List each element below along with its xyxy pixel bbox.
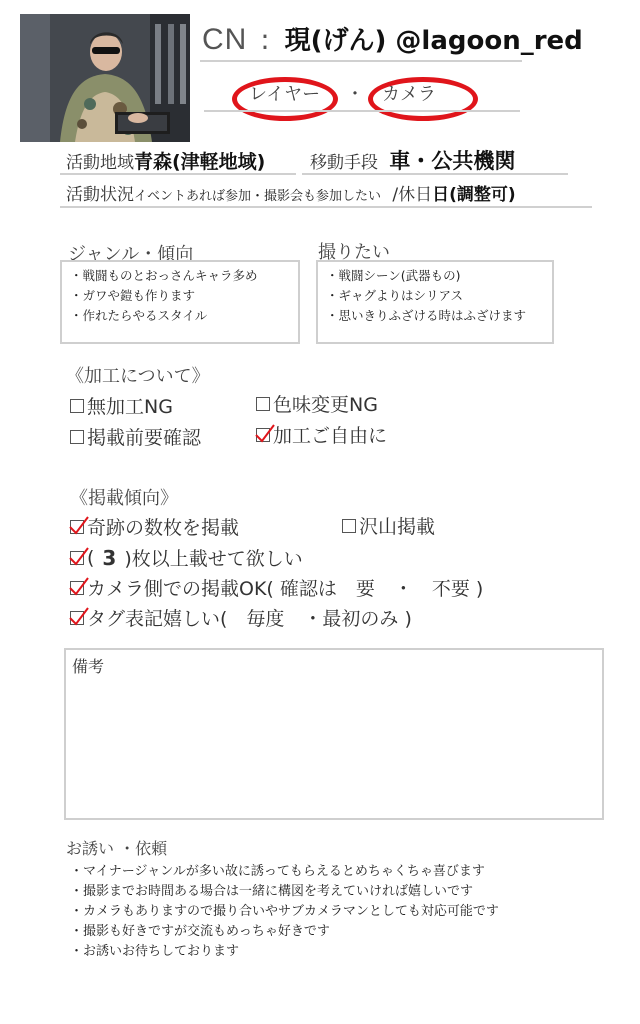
- editing-title: 《加工について》: [66, 366, 210, 387]
- option-label: 奇跡の数枚を掲載: [87, 517, 240, 539]
- cn-colon: :: [260, 23, 270, 56]
- role-separator: ・: [346, 84, 364, 105]
- invitation-item: ・マイナージャンルが多い故に誘ってもらえるとめちゃくちゃ喜びます: [70, 864, 485, 879]
- posting-option-miracle[interactable]: [70, 513, 239, 540]
- status-value: イベントあれば参加・撮影会も参加したい: [134, 189, 382, 204]
- photo-illustration: [20, 14, 190, 142]
- remarks-label: 備考: [72, 657, 105, 676]
- want-item: ・戦闘シーン(武器もの): [326, 268, 461, 283]
- area-row: [66, 147, 265, 174]
- checkbox-checked-icon[interactable]: [70, 520, 84, 534]
- invitation-title: お誘い ・依頼: [66, 839, 168, 858]
- remarks-box: [64, 648, 604, 820]
- invitation-list: [70, 862, 499, 962]
- checkbox-icon[interactable]: [256, 397, 270, 411]
- area-value: 青森(津軽地域): [134, 151, 266, 173]
- posting-option-tag[interactable]: [70, 604, 412, 631]
- holiday-value: 日(調整可): [432, 185, 516, 205]
- genre-item: ・作れたらやるスタイル: [70, 308, 208, 323]
- genre-box: [60, 260, 300, 344]
- option-label: 掲載前要確認: [87, 427, 202, 449]
- transport-label: 移動手段: [310, 153, 378, 173]
- area-underline: [60, 173, 296, 175]
- min-count-suffix: )枚以上載せて欲しい: [124, 548, 303, 570]
- transport-value: 車・公共機関: [389, 149, 516, 173]
- cn-value: 現(げん) @lagoon_red: [284, 26, 583, 56]
- role-camera: カメラ: [382, 84, 436, 105]
- checkbox-checked-icon[interactable]: [70, 611, 84, 625]
- posting-option-many[interactable]: [342, 512, 435, 539]
- posting-title: 《掲載傾向》: [70, 488, 178, 509]
- option-label: カメラ側での掲載OK( 確認は 要 ・ 不要 ): [87, 578, 484, 600]
- checkbox-icon[interactable]: [70, 430, 84, 444]
- invitation-item: ・カメラもありますので撮り合いやサブカメラマンとしても対応可能です: [70, 904, 499, 919]
- min-count-open: (: [87, 546, 95, 569]
- option-label: 加工ご自由に: [273, 425, 388, 447]
- checkbox-icon[interactable]: [70, 399, 84, 413]
- transport-row: [310, 145, 515, 175]
- checkbox-checked-icon[interactable]: [256, 428, 270, 442]
- editing-option-no-edit-ng[interactable]: [70, 392, 173, 419]
- want-item: ・ギャグよりはシリアス: [326, 288, 464, 303]
- status-underline: [60, 206, 592, 208]
- role-underline: [204, 110, 520, 112]
- checkbox-icon[interactable]: [342, 519, 356, 533]
- status-row: [66, 180, 516, 205]
- cn-label: CN: [202, 23, 248, 56]
- genre-item: ・戦闘ものとおっさんキャラ多め: [70, 268, 258, 283]
- role-layer: レイヤー: [249, 84, 321, 105]
- option-label: 無加工NG: [87, 396, 173, 418]
- checkbox-checked-icon[interactable]: [70, 551, 84, 565]
- cn-underline: [200, 60, 522, 62]
- editing-option-color-change-ng[interactable]: [256, 390, 378, 417]
- checkbox-checked-icon[interactable]: [70, 581, 84, 595]
- invitation-item: ・撮影も好きですが交流もめっちゃ好きです: [70, 924, 330, 939]
- transport-underline: [302, 173, 568, 175]
- option-label: タグ表記嬉しい( 毎度 ・最初のみ ): [87, 608, 412, 630]
- option-label: 色味変更NG: [273, 394, 378, 416]
- invitation-item: ・撮影までお時間ある場合は一緒に構図を考えていければ嬉しいです: [70, 884, 474, 899]
- invitation-item: ・お誘いお待ちしております: [70, 944, 240, 959]
- posting-option-min-count[interactable]: [70, 544, 303, 571]
- cn-row: [202, 20, 583, 57]
- profile-photo: [20, 14, 190, 142]
- genre-item: ・ガワや鎧も作ります: [70, 288, 196, 303]
- editing-option-confirm-before[interactable]: [70, 423, 201, 450]
- holiday-label: /休日: [392, 185, 433, 205]
- want-box: [316, 260, 554, 344]
- editing-option-free-edit[interactable]: [256, 421, 387, 448]
- option-label: 沢山掲載: [359, 516, 436, 538]
- min-count-number: 3: [102, 545, 117, 570]
- posting-option-camera-ok[interactable]: [70, 574, 483, 601]
- genre-title: ジャンル・傾向: [68, 244, 194, 265]
- want-title: 撮りたい: [318, 242, 390, 263]
- area-label: 活動地域: [66, 153, 134, 173]
- want-item: ・思いきりふざける時はふざけます: [326, 308, 527, 323]
- status-label: 活動状況: [66, 185, 134, 205]
